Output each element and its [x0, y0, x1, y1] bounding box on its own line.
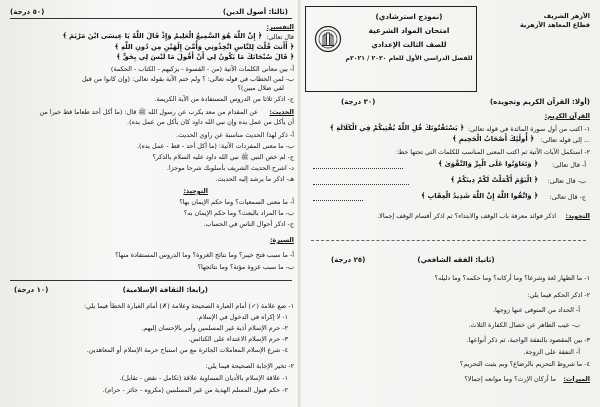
- verse-c: ﴿ وَاتَّقُوا اللَّهَ إِنَّ اللَّهَ شَدِيدُ الْعِقَابِ ﴾: [421, 192, 538, 200]
- tafsir-b-cont: لفي ضلال مبين)؟: [237, 84, 284, 92]
- culture-q1-c: ٣- حرم الإسلام الاعتداء على الكنائس.: [188, 335, 288, 343]
- verse-b-blank[interactable]: [313, 179, 409, 185]
- model-title: (نموذج استرشادي): [375, 12, 443, 21]
- section2-score: (٢٥ درجة): [331, 256, 366, 264]
- verse-b-label: ب- قال تعالى:: [547, 177, 586, 185]
- tajweed-question: اذكر فوائد معرفة باب الوقف والابتداء؟ ثم اذكر أقسام الوقف إجمالا.: [377, 212, 556, 220]
- section3-rule: [10, 18, 292, 19]
- inheritance-question: ما أركان الإرث؟ وما موانعه إجمالا؟: [464, 375, 556, 383]
- hadith-e: هـ- اذكر ما يرشد إليه الحديث.: [215, 175, 294, 183]
- culture-q1-d: ٤- شرع الإسلام المعاملات الجائرة مع من استباح حرمة الإسلام أو المعاهدين.: [86, 346, 288, 354]
- hadith-text-cont: أن يأكل من عمل يده وإن نبي الله داود كان يأكل من عمل يده).: [127, 118, 294, 126]
- quran-heading: القرآن الكريم:: [544, 112, 590, 120]
- culture-q2-a: ١- علاقة الإسلام بالأديان السماوية علاقة (تكامل - نقض - تقابل).: [119, 374, 288, 382]
- exam-header-box: [305, 6, 477, 92]
- hadith-c: ج- لم خص النبي ﷺ نبي الله داود عليه السلام بالذكر؟: [152, 153, 294, 161]
- tafsir-intro: قال تعالى:: [266, 33, 294, 41]
- culture-q1: ١- ضع علامة (✓) أمام العبارة الصحيحة وعلامة (✗) أمام العبارة الخطأ فيما يلي:: [83, 302, 294, 310]
- tawheed-a: أ- ما معنى السمعيات؟ وما حكم الإيمان بها؟: [179, 198, 294, 206]
- fiqh-q1: ١- ما الظهار لغة وشرعا؟ وما أركانه؟ وما حكمه؟ وما دليله؟: [434, 274, 590, 282]
- culture-q1-a: ١- لا إكراه في الدخول في الإسلام.: [196, 313, 288, 321]
- quran-q2: ٢- استكمل الآيات الآتية ثم اكتب المعنى المناسب للكلمات التي تحتها خط:: [396, 148, 590, 156]
- section4-score: (١٠ درجة): [14, 286, 49, 294]
- tafsir-b: ب- لمن الخطاب في قوله تعالى: ؟ ولم ختم الآية بقوله تعالى: (وإن كانوا من قبل: [81, 75, 294, 83]
- quran-q1-verse: ﴿ يَسْتَفْتُونَكَ قُلِ اللَّهُ يُفْتِيكُمْ فِي الْكَلَالَةِ ﴾: [329, 124, 464, 132]
- tafsir-verse-3: ﴿ قَالَ سُبْحَانَكَ مَا يَكُونُ لِي أَنْ أَقُولَ مَا لَيْسَ لِي بِحَقٍّ ﴾: [116, 53, 294, 61]
- exam-title: امتحان المواد الشرعية: [368, 26, 450, 35]
- org-line-1: الأزهر الشريف: [543, 12, 590, 20]
- verse-c-blank[interactable]: [313, 195, 363, 201]
- right-page: [301, 0, 596, 407]
- hadith-a: أ- ذكر لهذا الحديث مناسبة عن راوي الحديث.: [176, 131, 294, 139]
- section3-title: (ثالثا: أصول الدين): [222, 8, 288, 16]
- quran-q1-prefix: ١- اكتب من أول سورة المائدة في قوله تعالى:: [467, 125, 590, 133]
- verse-a: ﴿ وَتَعَاوَنُوا عَلَى الْبِرِّ وَالتَّقْوَىٰ ﴾: [438, 160, 538, 168]
- fiqh-q2: ٢- اذكر الحكم فيما يلي:: [527, 291, 590, 299]
- verse-a-blank[interactable]: [313, 163, 403, 169]
- culture-q1-b: ٢- حرم الإسلام أذية غير المسلمين وأمر بالإحسان إليهم.: [141, 324, 288, 332]
- seerah-a: أ- ما سبب فتح خيبر؟ وما نتائج الغزوة؟ وما الدروس المستفادة منها؟: [115, 251, 294, 259]
- verse-b: ﴿ الْيَوْمَ أَكْمَلْتُ لَكُمْ دِينَكُمْ ﴾: [450, 176, 538, 184]
- quran-q1-end: ﴿ أُولَٰئِكَ أَصْحَابُ الْجَحِيمِ ﴾: [452, 135, 534, 143]
- grade-line: للصف الثالث الإعدادي: [371, 41, 447, 49]
- section3-score: (٥٠ درجة): [10, 8, 45, 16]
- fiqh-q2-a: أ- الحداد من المتوفى عنها زوجها.: [492, 306, 580, 314]
- tawheed-b: ب- ما المراد بالبعث؟ وما حكم الإيمان به؟: [183, 209, 294, 217]
- seerah-heading: السيرة:: [269, 236, 294, 244]
- section2-title: (ثانيا: الفقه الشافعي): [417, 256, 495, 264]
- culture-q2: ٢- تخير الإجابة الصحيحة فيما يلي:: [205, 362, 294, 370]
- fiqh-q3-a: أ- النفقة على الزوجة.: [523, 348, 580, 356]
- verse-a-label: أ- قال تعالى:: [551, 161, 586, 169]
- tawheed-c: ج- اذكر أحوال الناس في الحساب.: [203, 220, 294, 228]
- inheritance-heading: الميراث:: [563, 375, 590, 383]
- section4-title: (رابعا: الثقافة الإسلامية): [122, 286, 208, 294]
- tafsir-a: أ- بين معاني الكلمات الآتية (من - القسوة - يزكيهم - الكتاب - الحكمة): [110, 65, 294, 73]
- section4-rule: [10, 280, 292, 281]
- fiqh-q2-b: ب- عيب الظاهر عن خصال الكفارة الثلاث.: [468, 321, 580, 329]
- fiqh-q4: ٤- ما شروط التحريم بالرضاع؟ وبم يثبت التحريم؟: [459, 360, 590, 368]
- section1-score: (٣٠ درجة): [341, 98, 376, 106]
- hadith-b: ب- ما معنى المفردات الآتية: (ما أكل أحد - قط - عمل يده).: [136, 142, 294, 150]
- section1-title: (أولا: القرآن الكريم وتجويده): [489, 98, 590, 106]
- verse-c-label: ج- قال تعالى:: [549, 193, 586, 201]
- azhar-logo-icon: [314, 25, 342, 53]
- tafsir-verse-2: ﴿ أَأَنتَ قُلْتَ لِلنَّاسِ اتَّخِذُونِي وَأُمِّيَ إِلَٰهَيْنِ مِن دُونِ اللَّهِ ﴾: [114, 43, 294, 51]
- tafsir-c: ج- اذكر ثلاثا من الدروس المستفادة من الآية الكريمة.: [154, 95, 294, 103]
- left-page: [6, 0, 298, 407]
- term-year-line: للفصل الدراسي الأول للعام ٢٠٢٠ / ٢٠٢١م: [345, 55, 473, 62]
- tafsir-heading: التفسير:: [266, 23, 294, 31]
- tawheed-heading: التوحيد:: [183, 187, 208, 195]
- tafsir-verse-1: ﴿ إِنَّ اللَّهَ هُوَ السَّمِيعُ الْعَلِيمُ وَإِذْ قَالَ اللَّهُ يَا عِيسَى ابْنَ مَرْيَمَ ﴾: [62, 32, 262, 40]
- org-line-2: قطاع المعاهد الأزهرية: [520, 21, 590, 29]
- tajweed-heading: التجويد:: [565, 212, 590, 220]
- section-divider: [311, 240, 586, 241]
- quran-q1-suffix: ... إلى قوله تعالى:: [540, 136, 590, 144]
- hadith-heading: الحديث:: [269, 108, 294, 116]
- hadith-d: د- اشرح الحديث الشريف بأسلوبك شرحا موجزا.: [166, 164, 294, 172]
- fiqh-q3: ٣- بين المقصود بالنفقة الواجبة، ثم ذكر أنواعها.: [466, 336, 590, 344]
- culture-q2-b: ٢- حكم قبول المسلم الهدية من غير المسلمين (مكروه - جائز - حرام).: [102, 386, 288, 394]
- hadith-text: عن المقدام من معد يكرب عن رسول الله ﷺ قال: (ما أكل أحد طعاما قط خيرا من: [39, 108, 258, 116]
- seerah-b: ب- ما سبب غزوة مؤتة؟ وما نتائجها؟: [197, 263, 294, 271]
